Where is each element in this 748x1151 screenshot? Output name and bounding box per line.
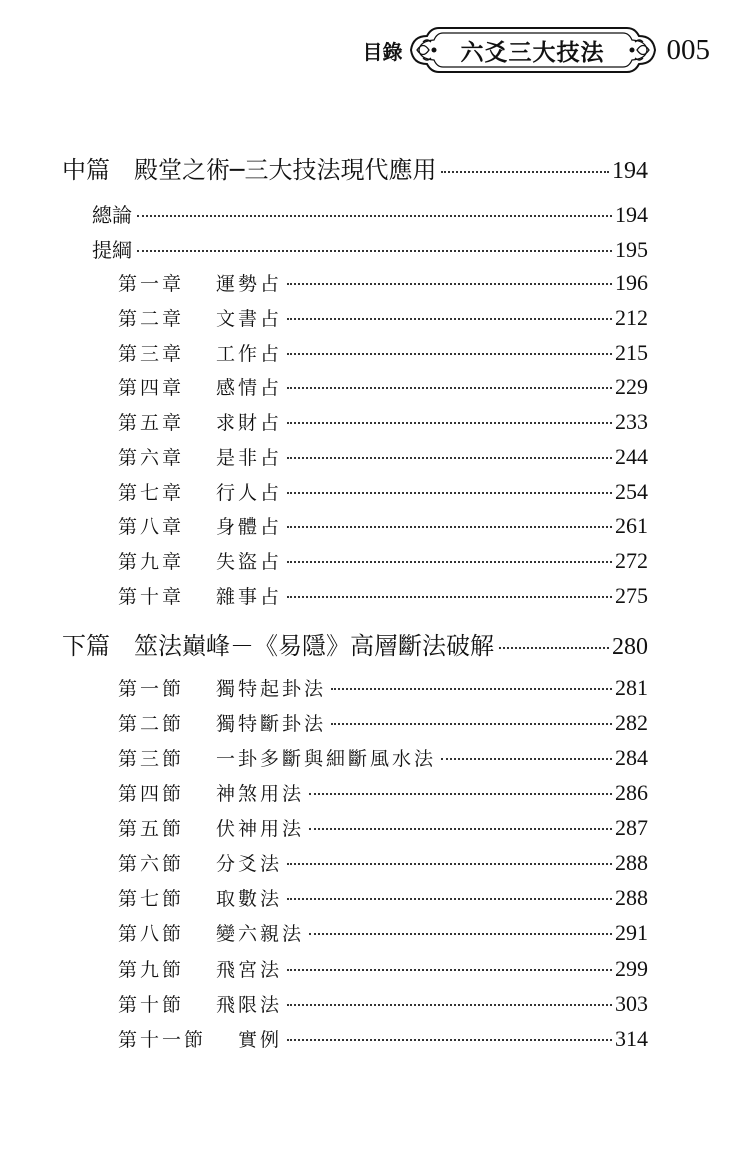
leader-dots	[287, 526, 612, 528]
toc-section-outline	[92, 234, 648, 263]
chapter-title: 雜事占	[216, 586, 283, 608]
page-number: 233	[615, 409, 648, 434]
chapter-number: 第六節	[118, 853, 185, 875]
section-title: 提綱	[92, 238, 132, 262]
toc-chapter	[118, 709, 648, 736]
chapter-title: 運勢占	[216, 273, 283, 295]
part-prefix: 下篇	[62, 632, 110, 660]
leader-dots	[309, 828, 612, 830]
toc-chapter	[118, 547, 648, 574]
chapter-title: 身體占	[216, 516, 283, 538]
chapter-title: 求財占	[216, 412, 283, 434]
leader-dots	[287, 387, 612, 389]
toc-chapter	[118, 443, 648, 470]
page-number: 280	[612, 634, 648, 660]
page-number: 196	[615, 270, 648, 295]
page-number: 299	[615, 956, 648, 981]
page-number: 275	[615, 583, 648, 608]
chapter-number: 第四節	[118, 783, 185, 805]
toc-chapter	[118, 674, 648, 701]
toc-chapter	[118, 339, 648, 366]
page-number: 288	[615, 850, 648, 875]
leader-dots	[309, 933, 612, 935]
chapter-title: 獨特斷卦法	[216, 713, 327, 735]
header-page-number: 005	[666, 33, 710, 66]
toc-chapter	[118, 373, 648, 400]
toc-part-middle	[62, 150, 648, 185]
toc-part-lower	[62, 626, 648, 661]
chapter-title: 實例	[238, 1029, 283, 1051]
chapter-title: 一卦多斷與細斷風水法	[216, 748, 437, 770]
book-title: 六爻三大技法	[460, 39, 605, 66]
chapter-number: 第十一節	[118, 1029, 207, 1051]
section-title: 總論	[92, 203, 132, 227]
page-number: 195	[615, 237, 648, 262]
page-number: 287	[615, 815, 648, 840]
page-number: 215	[615, 340, 648, 365]
page-number: 282	[615, 710, 648, 735]
leader-dots	[287, 283, 612, 285]
chapter-title: 飛限法	[216, 994, 283, 1016]
page-number: 281	[615, 675, 648, 700]
title-cartouche	[407, 22, 659, 78]
leader-dots	[287, 492, 612, 494]
leader-dots	[287, 596, 612, 598]
toc-chapter	[118, 849, 648, 876]
toc-chapter	[118, 955, 648, 982]
chapter-number: 第一節	[118, 678, 185, 700]
toc-chapter	[118, 990, 648, 1017]
leader-dots	[137, 215, 612, 217]
leader-dots	[287, 1004, 612, 1006]
toc-chapter	[118, 884, 648, 911]
leader-dots	[441, 758, 612, 760]
leader-dots	[309, 793, 612, 795]
page-number: 288	[615, 885, 648, 910]
page-number: 254	[615, 479, 648, 504]
page-number: 194	[612, 158, 648, 184]
toc-chapter	[118, 269, 648, 296]
toc-chapter	[118, 744, 648, 771]
page-number: 244	[615, 444, 648, 469]
page-number: 303	[615, 991, 648, 1016]
toc-chapter	[118, 1025, 648, 1052]
chapter-title: 行人占	[216, 482, 283, 504]
part-title: 殿堂之術─三大技法現代應用	[134, 156, 437, 184]
page-number: 229	[615, 374, 648, 399]
page-number: 314	[615, 1026, 648, 1051]
chapter-number: 第二節	[118, 713, 185, 735]
toc-chapter	[118, 779, 648, 806]
leader-dots	[499, 647, 609, 649]
chapter-title: 神煞用法	[216, 783, 305, 805]
leader-dots	[287, 898, 612, 900]
toc-chapter	[118, 304, 648, 331]
leader-dots	[287, 863, 612, 865]
toc-section-general	[92, 199, 648, 228]
chapter-number: 第五節	[118, 818, 185, 840]
leader-dots	[287, 1039, 612, 1041]
toc-chapter	[118, 919, 648, 946]
leader-dots	[287, 561, 612, 563]
page-number: 286	[615, 780, 648, 805]
chapter-title: 伏神用法	[216, 818, 305, 840]
chapter-title: 飛宮法	[216, 959, 283, 981]
chapter-title: 分爻法	[216, 853, 283, 875]
chapter-title: 工作占	[216, 343, 283, 365]
chapter-number: 第七節	[118, 888, 185, 910]
part-title: 筮法巔峰－《易隱》高層斷法破解	[134, 632, 494, 660]
page-number: 284	[615, 745, 648, 770]
leader-dots	[287, 969, 612, 971]
part-prefix: 中篇	[62, 156, 110, 184]
chapter-title: 變六親法	[216, 923, 305, 945]
chapter-title: 獨特起卦法	[216, 678, 327, 700]
toc-chapter	[118, 408, 648, 435]
chapter-number: 第九節	[118, 959, 185, 981]
page-number: 194	[615, 202, 648, 227]
header-section-label: 目錄	[362, 39, 403, 64]
toc-chapter	[118, 814, 648, 841]
chapter-number: 第二章	[118, 308, 185, 330]
chapter-number: 第八節	[118, 923, 185, 945]
leader-dots	[137, 250, 612, 252]
page-number: 291	[615, 920, 648, 945]
chapter-number: 第三節	[118, 748, 185, 770]
toc-chapter	[118, 582, 648, 609]
chapter-number: 第十節	[118, 994, 185, 1016]
chapter-number: 第九章	[118, 551, 185, 573]
toc-chapter	[118, 512, 648, 539]
leader-dots	[287, 457, 612, 459]
leader-dots	[287, 422, 612, 424]
chapter-number: 第三章	[118, 343, 185, 365]
chapter-title: 是非占	[216, 447, 283, 469]
leader-dots	[441, 171, 609, 173]
chapter-title: 取數法	[216, 888, 283, 910]
leader-dots	[287, 353, 612, 355]
chapter-number: 第七章	[118, 482, 185, 504]
running-header	[363, 20, 711, 80]
chapter-number: 第六章	[118, 447, 185, 469]
page-number: 272	[615, 548, 648, 573]
chapter-title: 失盜占	[216, 551, 283, 573]
chapter-number: 第八章	[118, 516, 185, 538]
leader-dots	[331, 688, 612, 690]
page-number: 212	[615, 305, 648, 330]
chapter-number: 第一章	[118, 273, 185, 295]
leader-dots	[331, 723, 612, 725]
chapter-number: 第十章	[118, 586, 185, 608]
chapter-number: 第五章	[118, 412, 185, 434]
chapter-number: 第四章	[118, 377, 185, 399]
chapter-title: 感情占	[216, 377, 283, 399]
page-number: 261	[615, 513, 648, 538]
chapter-title: 文書占	[216, 308, 283, 330]
toc-chapter	[118, 478, 648, 505]
leader-dots	[287, 318, 612, 320]
